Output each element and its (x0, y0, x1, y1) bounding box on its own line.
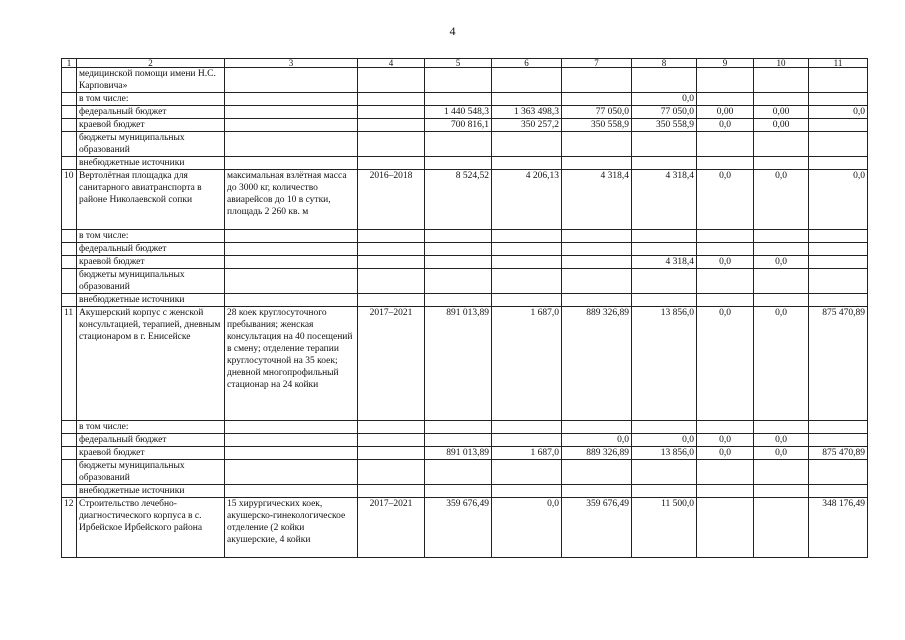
cell-col-3 (225, 93, 358, 106)
cell-col-2: в том числе: (77, 93, 225, 106)
cell-col-2: краевой бюджет (77, 119, 225, 132)
cell-col-2: медицинской помощи имени Н.С. Карповича» (77, 68, 225, 93)
cell-col-1: 12 (62, 498, 77, 558)
cell-col-2: бюджеты муниципальных образований (77, 132, 225, 157)
cell-col-5 (425, 294, 492, 307)
cell-col-4 (358, 106, 425, 119)
cell-col-10 (754, 230, 809, 243)
cell-col-3 (225, 294, 358, 307)
cell-col-7 (562, 68, 632, 93)
cell-col-6: 4 206,13 (492, 170, 562, 230)
cell-col-7: 359 676,49 (562, 498, 632, 558)
cell-col-10 (754, 294, 809, 307)
cell-col-5 (425, 269, 492, 294)
cell-col-9 (697, 132, 754, 157)
cell-col-1: 11 (62, 307, 77, 421)
cell-col-6 (492, 460, 562, 485)
cell-col-4 (358, 93, 425, 106)
cell-col-5 (425, 460, 492, 485)
table-row (62, 243, 868, 256)
cell-col-10 (754, 498, 809, 558)
cell-col-1 (62, 243, 77, 256)
cell-col-2: Строительство лечебно-диагностического корпуса в с. Ирбейское Ирбейского района (77, 498, 225, 558)
cell-col-7 (562, 294, 632, 307)
cell-col-6: 1 687,0 (492, 447, 562, 460)
cell-col-6 (492, 243, 562, 256)
cell-col-5 (425, 93, 492, 106)
cell-col-8: 4 318,4 (632, 256, 697, 269)
cell-col-1 (62, 269, 77, 294)
cell-col-8: 0,0 (632, 93, 697, 106)
table-row (62, 68, 868, 93)
cell-col-6 (492, 269, 562, 294)
table-row (62, 460, 868, 485)
cell-col-3 (225, 230, 358, 243)
table-row (62, 269, 868, 294)
cell-col-4 (358, 434, 425, 447)
cell-col-2: бюджеты муниципальных образований (77, 269, 225, 294)
table-row (62, 498, 868, 558)
cell-col-4 (358, 119, 425, 132)
cell-col-1 (62, 93, 77, 106)
cell-col-2: краевой бюджет (77, 256, 225, 269)
cell-col-9 (697, 243, 754, 256)
cell-col-8: 11 500,0 (632, 498, 697, 558)
cell-col-8 (632, 421, 697, 434)
cell-col-4 (358, 421, 425, 434)
cell-col-8 (632, 460, 697, 485)
cell-col-7 (562, 230, 632, 243)
header-col-11: 11 (809, 59, 868, 68)
cell-col-10: 0,0 (754, 434, 809, 447)
cell-col-9 (697, 68, 754, 93)
cell-col-9: 0,00 (697, 106, 754, 119)
cell-col-4: 2017–2021 (358, 498, 425, 558)
cell-col-10: 0,0 (754, 170, 809, 230)
header-col-9: 9 (697, 59, 754, 68)
table-row (62, 485, 868, 498)
cell-col-1 (62, 460, 77, 485)
cell-col-10 (754, 93, 809, 106)
investment-table (61, 58, 868, 558)
table-row (62, 421, 868, 434)
cell-col-6 (492, 93, 562, 106)
table-row (62, 106, 868, 119)
cell-col-10 (754, 460, 809, 485)
cell-col-1 (62, 132, 77, 157)
cell-col-2: в том числе: (77, 230, 225, 243)
cell-col-7: 889 326,89 (562, 307, 632, 421)
cell-col-9 (697, 93, 754, 106)
cell-col-7 (562, 485, 632, 498)
cell-col-10: 0,0 (754, 256, 809, 269)
cell-col-10 (754, 243, 809, 256)
cell-col-8: 0,0 (632, 434, 697, 447)
cell-col-2: Вертолётная площадка для санитарного авиатранспорта в районе Николаевской сопки (77, 170, 225, 230)
cell-col-10: 0,0 (754, 307, 809, 421)
cell-col-9: 0,0 (697, 170, 754, 230)
cell-col-6 (492, 421, 562, 434)
cell-col-1: 10 (62, 170, 77, 230)
cell-col-7 (562, 132, 632, 157)
cell-col-5: 891 013,89 (425, 447, 492, 460)
cell-col-2: Акушерский корпус с женской консультацией, терапией, дневным стационаром в г. Енисейске (77, 307, 225, 421)
cell-col-1 (62, 294, 77, 307)
header-col-2: 2 (77, 59, 225, 68)
cell-col-5 (425, 421, 492, 434)
cell-col-3 (225, 243, 358, 256)
cell-col-11 (809, 294, 868, 307)
cell-col-9 (697, 485, 754, 498)
table-row (62, 447, 868, 460)
cell-col-11: 0,0 (809, 106, 868, 119)
cell-col-1 (62, 157, 77, 170)
cell-col-11 (809, 230, 868, 243)
cell-col-3 (225, 132, 358, 157)
cell-col-2: внебюджетные источники (77, 294, 225, 307)
cell-col-9 (697, 421, 754, 434)
cell-col-9: 0,0 (697, 434, 754, 447)
cell-col-3 (225, 460, 358, 485)
cell-col-7: 77 050,0 (562, 106, 632, 119)
cell-col-3 (225, 485, 358, 498)
cell-col-2: в том числе: (77, 421, 225, 434)
cell-col-5 (425, 230, 492, 243)
cell-col-5 (425, 485, 492, 498)
cell-col-3 (225, 157, 358, 170)
cell-col-2: внебюджетные источники (77, 485, 225, 498)
cell-col-5 (425, 434, 492, 447)
cell-col-2: внебюджетные источники (77, 157, 225, 170)
cell-col-11: 875 470,89 (809, 307, 868, 421)
table-row (62, 157, 868, 170)
cell-col-5: 1 440 548,3 (425, 106, 492, 119)
table-row (62, 132, 868, 157)
cell-col-11: 348 176,49 (809, 498, 868, 558)
cell-col-9 (697, 230, 754, 243)
cell-col-2: бюджеты муниципальных образований (77, 460, 225, 485)
cell-col-11: 875 470,89 (809, 447, 868, 460)
cell-col-2: краевой бюджет (77, 447, 225, 460)
cell-col-4 (358, 68, 425, 93)
cell-col-8 (632, 132, 697, 157)
cell-col-7: 4 318,4 (562, 170, 632, 230)
cell-col-4 (358, 230, 425, 243)
cell-col-1 (62, 421, 77, 434)
cell-col-7 (562, 269, 632, 294)
cell-col-7: 350 558,9 (562, 119, 632, 132)
cell-col-8 (632, 68, 697, 93)
cell-col-8: 350 558,9 (632, 119, 697, 132)
cell-col-10 (754, 68, 809, 93)
cell-col-8 (632, 157, 697, 170)
cell-col-10: 0,00 (754, 106, 809, 119)
cell-col-11 (809, 256, 868, 269)
cell-col-11 (809, 243, 868, 256)
cell-col-4 (358, 157, 425, 170)
cell-col-6 (492, 157, 562, 170)
cell-col-1 (62, 106, 77, 119)
cell-col-11 (809, 434, 868, 447)
cell-col-9: 0,0 (697, 447, 754, 460)
cell-col-7: 889 326,89 (562, 447, 632, 460)
cell-col-4 (358, 485, 425, 498)
cell-col-3 (225, 269, 358, 294)
cell-col-3 (225, 421, 358, 434)
header-col-3: 3 (225, 59, 358, 68)
cell-col-6: 1 363 498,3 (492, 106, 562, 119)
cell-col-6 (492, 434, 562, 447)
table-row (62, 256, 868, 269)
cell-col-9: 0,0 (697, 256, 754, 269)
cell-col-6 (492, 68, 562, 93)
cell-col-10 (754, 132, 809, 157)
cell-col-6: 1 687,0 (492, 307, 562, 421)
cell-col-11 (809, 421, 868, 434)
header-col-10: 10 (754, 59, 809, 68)
header-col-7: 7 (562, 59, 632, 68)
table-row (62, 119, 868, 132)
cell-col-7 (562, 157, 632, 170)
cell-col-10 (754, 421, 809, 434)
cell-col-9: 0,0 (697, 119, 754, 132)
header-col-8: 8 (632, 59, 697, 68)
table-row (62, 434, 868, 447)
cell-col-1 (62, 68, 77, 93)
cell-col-8: 4 318,4 (632, 170, 697, 230)
cell-col-3 (225, 68, 358, 93)
cell-col-5 (425, 256, 492, 269)
header-col-1: 1 (62, 59, 77, 68)
cell-col-8: 13 856,0 (632, 307, 697, 421)
cell-col-7 (562, 460, 632, 485)
cell-col-10 (754, 157, 809, 170)
cell-col-8 (632, 294, 697, 307)
cell-col-7 (562, 243, 632, 256)
cell-col-11: 0,0 (809, 170, 868, 230)
header-col-5: 5 (425, 59, 492, 68)
cell-col-4 (358, 460, 425, 485)
cell-col-9 (697, 269, 754, 294)
cell-col-6: 350 257,2 (492, 119, 562, 132)
cell-col-7 (562, 256, 632, 269)
cell-col-2: федеральный бюджет (77, 106, 225, 119)
cell-col-6 (492, 485, 562, 498)
header-col-4: 4 (358, 59, 425, 68)
cell-col-10: 0,0 (754, 447, 809, 460)
table-row (62, 170, 868, 230)
cell-col-3: 28 коек круглосуточного пребывания; женская консультация на 40 посещений в смену; отделение терапии круглосуточной на 35 коек; дневной многопрофильный стационар на 24 койки (225, 307, 358, 421)
cell-col-7: 0,0 (562, 434, 632, 447)
page-number: 4 (449, 24, 456, 38)
cell-col-4 (358, 294, 425, 307)
cell-col-8 (632, 485, 697, 498)
cell-col-11 (809, 269, 868, 294)
cell-col-5: 359 676,49 (425, 498, 492, 558)
cell-col-11 (809, 485, 868, 498)
cell-col-4 (358, 256, 425, 269)
cell-col-11 (809, 93, 868, 106)
cell-col-4 (358, 243, 425, 256)
cell-col-4: 2017–2021 (358, 307, 425, 421)
cell-col-8: 13 856,0 (632, 447, 697, 460)
cell-col-4 (358, 269, 425, 294)
cell-col-6 (492, 230, 562, 243)
cell-col-6 (492, 132, 562, 157)
cell-col-2: федеральный бюджет (77, 434, 225, 447)
cell-col-1 (62, 434, 77, 447)
cell-col-9 (697, 157, 754, 170)
cell-col-3 (225, 434, 358, 447)
cell-col-6: 0,0 (492, 498, 562, 558)
cell-col-10 (754, 269, 809, 294)
cell-col-4 (358, 447, 425, 460)
cell-col-2: федеральный бюджет (77, 243, 225, 256)
table-row (62, 93, 868, 106)
cell-col-9: 0,0 (697, 307, 754, 421)
cell-col-11 (809, 119, 868, 132)
table-row (62, 294, 868, 307)
cell-col-7 (562, 421, 632, 434)
cell-col-5: 8 524,52 (425, 170, 492, 230)
cell-col-11 (809, 157, 868, 170)
cell-col-8 (632, 269, 697, 294)
cell-col-9 (697, 294, 754, 307)
cell-col-1 (62, 256, 77, 269)
cell-col-9 (697, 460, 754, 485)
cell-col-5 (425, 68, 492, 93)
cell-col-3 (225, 106, 358, 119)
cell-col-11 (809, 460, 868, 485)
cell-col-5: 891 013,89 (425, 307, 492, 421)
cell-col-4 (358, 132, 425, 157)
table-header-row (62, 59, 868, 68)
cell-col-3 (225, 119, 358, 132)
cell-col-10 (754, 485, 809, 498)
cell-col-1 (62, 485, 77, 498)
cell-col-3: 15 хирургических коек, акушерско-гинекологическое отделение (2 койки акушерские, 4 койки (225, 498, 358, 558)
cell-col-6 (492, 294, 562, 307)
table-row (62, 307, 868, 421)
table-body (62, 59, 868, 558)
cell-col-5 (425, 157, 492, 170)
cell-col-8 (632, 230, 697, 243)
cell-col-6 (492, 256, 562, 269)
cell-col-8 (632, 243, 697, 256)
cell-col-7 (562, 93, 632, 106)
cell-col-5: 700 816,1 (425, 119, 492, 132)
cell-col-1 (62, 119, 77, 132)
cell-col-1 (62, 230, 77, 243)
cell-col-4: 2016–2018 (358, 170, 425, 230)
cell-col-11 (809, 132, 868, 157)
cell-col-3 (225, 447, 358, 460)
cell-col-8: 77 050,0 (632, 106, 697, 119)
cell-col-9 (697, 498, 754, 558)
cell-col-5 (425, 132, 492, 157)
cell-col-1 (62, 447, 77, 460)
cell-col-11 (809, 68, 868, 93)
cell-col-3: максимальная взлётная масса до 3000 кг, количество авиарейсов до 10 в сутки, площадь 2 260 кв. м (225, 170, 358, 230)
cell-col-3 (225, 256, 358, 269)
table-row (62, 230, 868, 243)
header-col-6: 6 (492, 59, 562, 68)
cell-col-5 (425, 243, 492, 256)
cell-col-10: 0,00 (754, 119, 809, 132)
